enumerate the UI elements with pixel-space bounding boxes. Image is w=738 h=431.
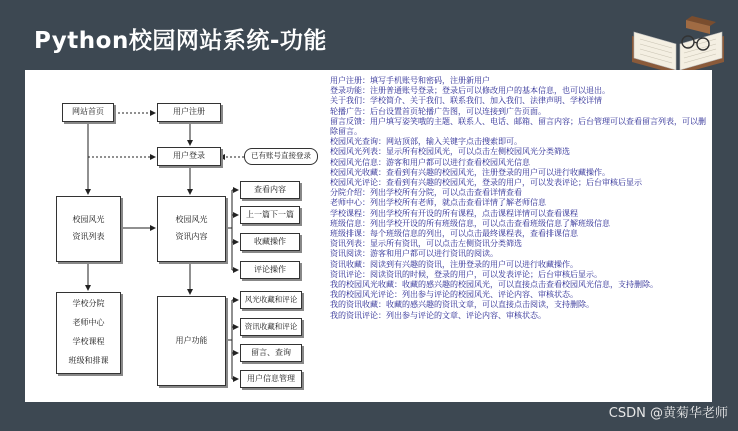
desc-line: 分院介绍：列出学校所有分院，可以点击查看详情查看: [330, 188, 522, 198]
school-line-2: 老师中心: [72, 318, 105, 328]
content-line-1: 校园风光: [175, 215, 208, 225]
desc-line: 用户注册：填写手机账号和密码，注册新用户: [330, 76, 490, 85]
desc-line: 老师中心：列出学校所有老师，就点击查看详情了解老师信息: [330, 198, 546, 208]
school-line-3: 学校课程: [72, 337, 105, 346]
school-line-4: 班级和排课: [68, 355, 109, 365]
desc-line: 校园风光列表：显示所有校园风光，可以点击左侧校园风光分类筛选: [330, 147, 570, 157]
user-info-mgmt-box: 用户信息管理: [240, 370, 302, 388]
school-info-box: [56, 292, 121, 374]
direct-login-box: 已有账号直接登录: [244, 148, 318, 165]
view-content-box: 查看内容: [240, 181, 300, 199]
desc-line: 校园风光查询：网站顶部，输入关键字点击搜索即可。: [330, 137, 522, 147]
scenery-news-list-box: [56, 196, 121, 262]
desc-line: 校园风光信息：游客和用户都可以进行查看校园风光信息: [330, 157, 530, 167]
comment-op-box: 评论操作: [240, 261, 300, 279]
scenery-news-content-box: [157, 196, 226, 262]
desc-line: 校园风光收藏：查看到有兴趣的校园风光，注册登录的用户可以进行收藏操作。: [330, 167, 610, 177]
desc-line: 班级信息：列出学校开设的所有班级信息，可以点击查看班级信息了解班级信息: [330, 218, 610, 228]
list-line-2: 资讯列表: [72, 232, 105, 241]
school-line-1: 学校分院: [72, 299, 105, 309]
register-box: 用户注册: [157, 103, 221, 122]
desc-line: 我的校园风光收藏：收藏的感兴趣的校园风光，可以直接点击查看校园风光信息，支持删除。: [330, 280, 658, 290]
desc-line: 我的校园风光评论：列出参与评论的校园风光、评论内容、审核状态。: [330, 290, 578, 300]
desc-line: 班级排课：每个班级信息的列出，可以点击最终课程表，查看排课信息: [330, 229, 578, 239]
desc-line: 关于我们：学校简介、关于我们、联系我们、加入我们、法律声明、学校详情: [330, 96, 602, 106]
news-fav-comment-box: 资讯收藏和评论: [240, 318, 302, 336]
prev-next-box: 上一篇下一篇: [240, 206, 300, 224]
watermark: CSDN @黄菊华老师: [608, 406, 728, 421]
list-line-1: 校园风光: [72, 215, 105, 225]
desc-line: 校园风光评论：查看到有兴趣的校园风光，登录的用户，可以发表评论；后台审核后显示: [330, 178, 642, 188]
feature-descriptions: [330, 76, 710, 321]
login-box: 用户登录: [157, 147, 221, 166]
desc-line: 我的资讯评论：列出参与评论的文章、评论内容、审核状态。: [330, 310, 546, 320]
desc-line: 学校课程：列出学校所有开设的所有课程，点击课程详情可以查看课程: [330, 208, 578, 218]
desc-line: 资讯列表：显示所有资讯，可以点击左侧资讯分类筛选: [330, 239, 522, 249]
favorite-op-box: 收藏操作: [240, 233, 300, 251]
page-title: Python校园网站系统-功能: [34, 28, 327, 54]
desc-line: 资讯收藏：阅读到有兴趣的资讯，注册登录的用户可以进行收藏操作。: [330, 259, 578, 269]
user-functions-box: 用户功能: [157, 296, 226, 386]
message-query-box: 留言、查询: [240, 344, 302, 362]
desc-line: 资讯阅读：游客和用户都可以进行资讯的阅读。: [330, 249, 498, 259]
desc-line: 我的资讯收藏：收藏的感兴趣的资讯文章，可以直接点击阅读，支持删除。: [330, 300, 594, 310]
desc-line: 留言反馈：用户填写姿笑哦的主题、联系人、电话、邮箱、留言内容；后台管理可以查看留言列表，可以删除留言。: [330, 116, 706, 137]
home-box: 网站首页: [62, 103, 114, 122]
scenery-fav-comment-box: 风光收藏和评论: [240, 291, 302, 309]
content-line-2: 资讯内容: [175, 232, 208, 241]
desc-line: 资讯评论：阅读资讯的时候，登录的用户，可以发表评论；后台审核后显示。: [330, 269, 602, 279]
desc-line: 登录功能：注册普通账号登录；登录后可以修改用户的基本信息，也可以退出。: [330, 86, 610, 96]
desc-line: 轮播广告：后台设置首页轮播广告图，可以连接到广告页面。: [330, 106, 546, 116]
